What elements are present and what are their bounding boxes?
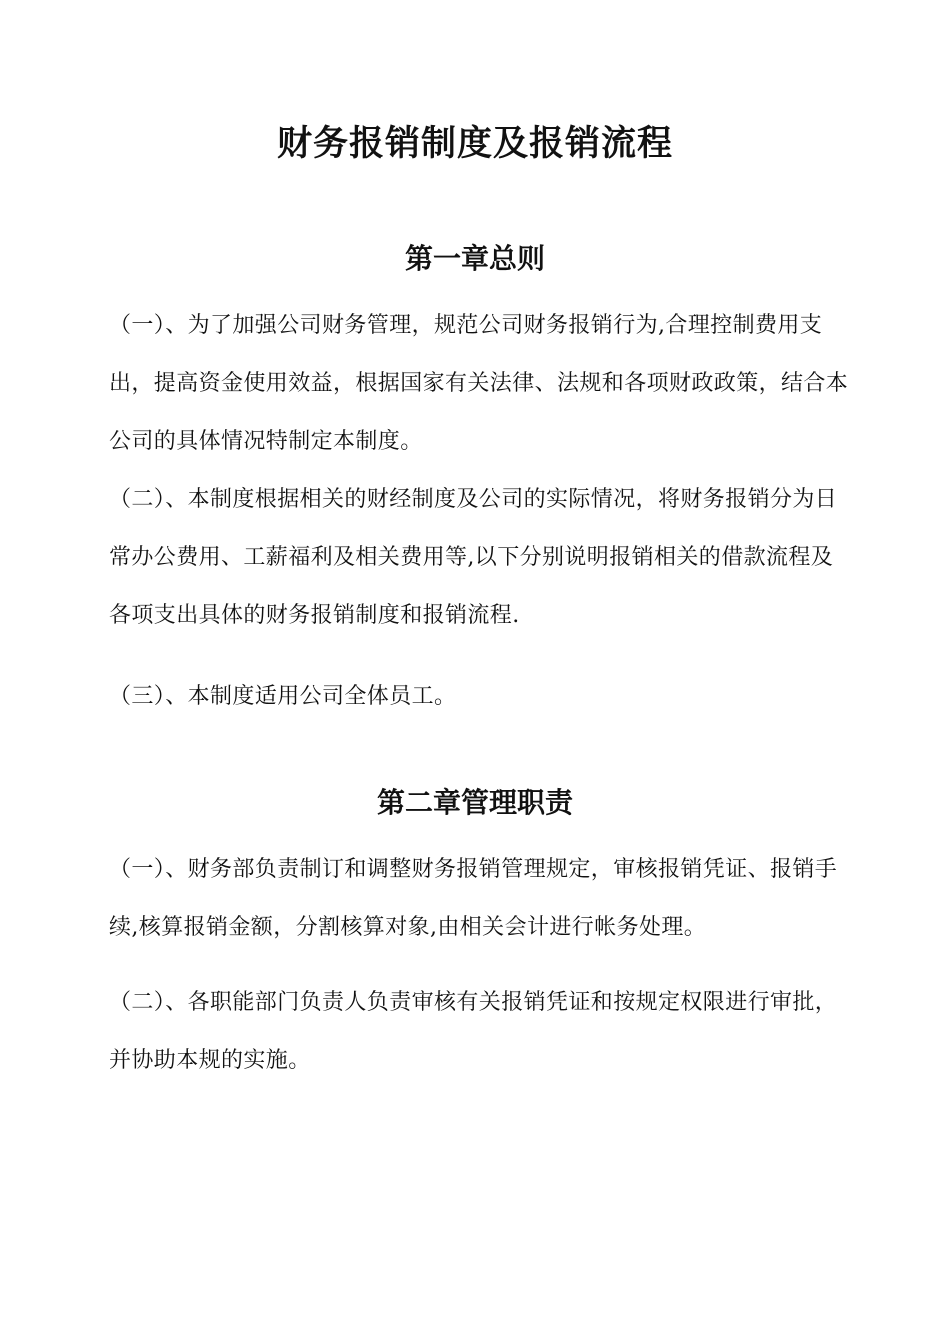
- chapter-2-paragraph-2: （二）、各职能部门负责人负责审核有关报销凭证和按规定权限进行审批，并协助本规的实施。: [109, 990, 838, 1073]
- chapter-2-heading: 第二章管理职责: [376, 786, 573, 820]
- document-title: 财务报销制度及报销流程: [276, 123, 673, 165]
- chapter-1-heading: 第一章总则: [404, 242, 545, 276]
- chapter-1-paragraph-2: （二）、本制度根据相关的财经制度及公司的实际情况，将财务报销分为日常办公费用、工薪福利及相关费用等,以下分别说明报销相关的借款流程及各项支出具体的财务报销制度和报销流程.: [109, 487, 838, 628]
- chapter-1-paragraph-3: （三）、本制度适用公司全体员工。: [109, 684, 457, 709]
- chapter-2-paragraph-1: （一）、财务部负责制订和调整财务报销管理规定，审核报销凭证、报销手续,核算报销金额，分割核算对象,由相关会计进行帐务处理。: [109, 857, 838, 940]
- chapter-1-paragraph-1: （一）、为了加强公司财务管理，规范公司财务报销行为,合理控制费用支出，提高资金使用效益，根据国家有关法律、法规和各项财政政策，结合本公司的具体情况特制定本制度。: [109, 313, 849, 454]
